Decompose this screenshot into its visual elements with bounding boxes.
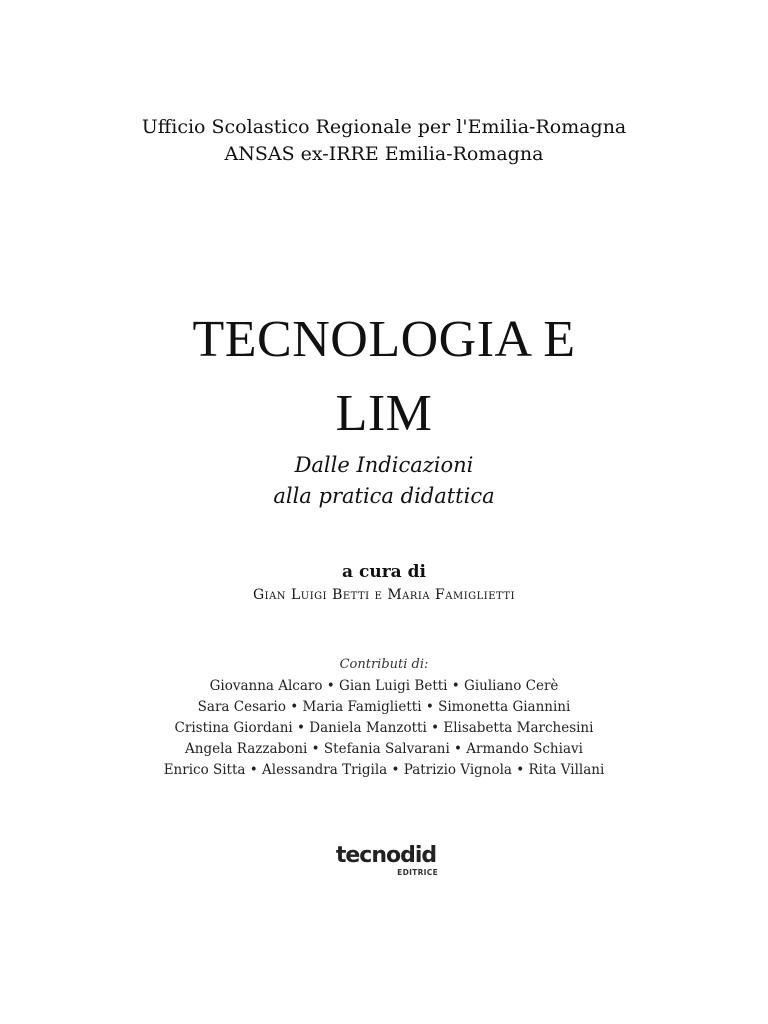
editors-names xyxy=(0,584,768,606)
publisher-subtitle: EDITRICE xyxy=(397,868,438,877)
curated-by-label: a cura di xyxy=(342,562,426,582)
book-title-line-2: LIM xyxy=(335,385,433,442)
contributors-line: Giovanna Alcaro • Gian Luigi Betti • Giuliano Cerè xyxy=(209,678,559,694)
institution-line-1: Ufficio Scolastico Regionale per l'Emilia-Romagna xyxy=(141,116,627,138)
contributors-line: Cristina Giordani • Daniela Manzotti • Elisabetta Marchesini xyxy=(174,720,594,736)
contributors-line: Angela Razzaboni • Stefania Salvarani • Armando Schiavi xyxy=(185,741,583,757)
contributors-line: Enrico Sitta • Alessandra Trigila • Patrizio Vignola • Rita Villani xyxy=(163,762,605,778)
publisher-logo xyxy=(334,843,438,883)
contributors-label: Contributi di: xyxy=(339,657,429,672)
institution-line-2: ANSAS ex-IRRE Emilia-Romagna xyxy=(224,143,544,165)
book-title-line-1: TECNOLOGIA E xyxy=(192,311,576,368)
subtitle-line-2: alla pratica didattica xyxy=(273,484,495,508)
editors-text: Gian Luigi Betti e Maria Famiglietti xyxy=(252,587,516,603)
contributors-line: Sara Cesario • Maria Famiglietti • Simonetta Giannini xyxy=(197,699,571,715)
subtitle-line-1: Dalle Indicazioni xyxy=(294,453,474,477)
publisher-name: tecnodid xyxy=(335,843,437,868)
